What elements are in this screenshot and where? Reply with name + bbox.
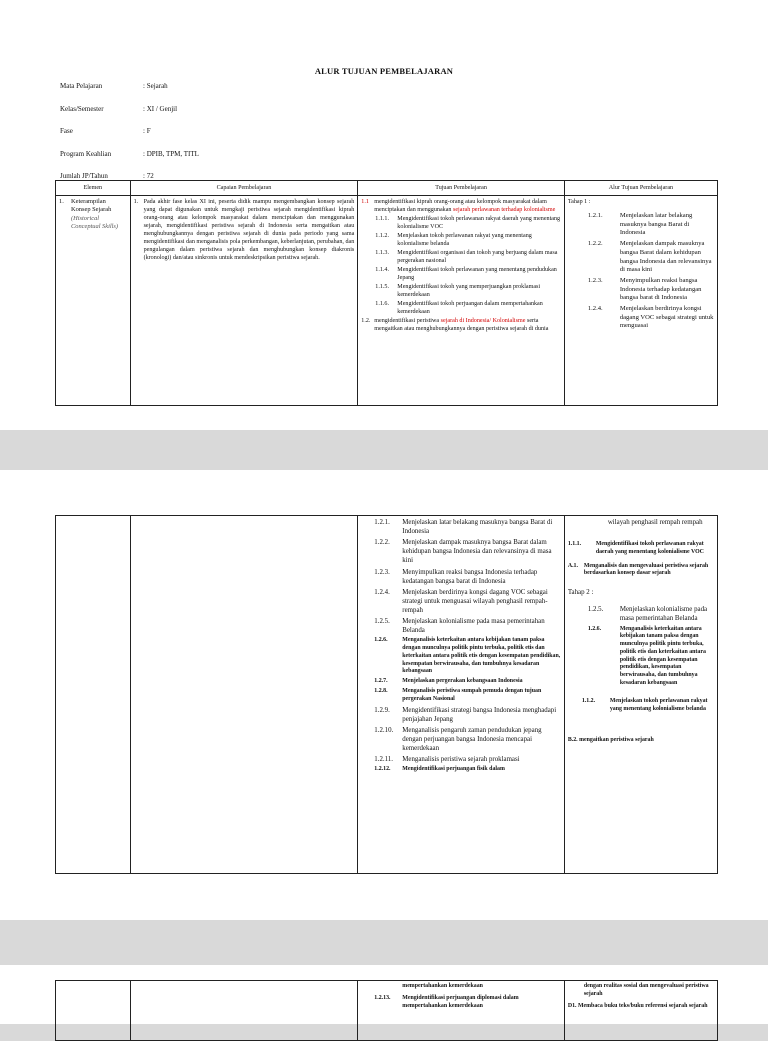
alur-text: Menjelaskan berdirinya kongsi dagang VOC sebagai strategi untuk menguasai — [619, 305, 714, 330]
tujuan-sub-item — [361, 300, 561, 316]
tujuan-text: Mengidentifikasi strategi bangsa Indonesia menghadapi penjajahan Jepang — [402, 706, 557, 723]
alur-item — [568, 277, 714, 303]
tujuan-number: 1.2.8. — [374, 688, 388, 694]
tujuan-text — [374, 317, 561, 333]
alur-item: D1. Membaca buku teks/buku referensi sejarah sejarah — [567, 1002, 708, 1009]
course-info — [60, 82, 343, 195]
sub-text: Mengidentifikasi tokoh perlawanan rakyat daerah yang menentang kolonialisme VOC — [397, 216, 561, 231]
alur-number: 1.1.2. — [581, 697, 596, 704]
sub-text: Mengidentifikasi organisasi dan tokoh yang berjuang dalam masa pergerakan nasional — [397, 250, 558, 265]
tahap-label: Tahap 1 : — [567, 199, 591, 205]
alur-number: 1.2.2. — [587, 240, 603, 248]
sub-number: 1.1.3. — [375, 250, 389, 257]
meta-label: Jumlah JP/Tahun — [60, 172, 108, 180]
alur-item — [568, 541, 714, 557]
meta-row — [60, 150, 343, 173]
tujuan-text: Menganalisis pengaruh zaman pendudukan jepang dengan perjuangan bangsa Indonesia mencapai kemerdekaan — [402, 726, 542, 752]
tujuan-text-highlight: sejarah di Indonesia/ Kolonialisme — [440, 318, 526, 325]
tujuan-number: 1.2.12. — [374, 766, 391, 773]
tujuan-number: 1.1 — [361, 199, 369, 205]
tujuan-text: Menganalisis peristiwa sejarah proklamasi — [402, 756, 520, 764]
meta-value: : 72 — [143, 172, 154, 180]
alur-number: 1.2.5. — [587, 606, 604, 614]
tujuan-number: 1.2.11. — [374, 756, 393, 764]
alur-text: Menyimpulkan reaksi bangsa Indonesia terhadap kedatangan bangsa barat di Indonesia — [619, 276, 702, 302]
tujuan-sub-item — [361, 215, 561, 231]
tujuan-item — [374, 588, 561, 615]
learning-objectives-table-continued — [55, 515, 718, 874]
capaian-cell — [130, 196, 358, 406]
sub-number: 1.1.4. — [375, 267, 389, 274]
meta-value: : XI / Genjil — [143, 104, 178, 113]
elemen-cell — [56, 196, 131, 406]
tujuan-text-tail: serta mengaitkan atau menghubungkannya dengan peristiwa sejarah di dunia — [374, 318, 549, 333]
tujuan-item — [361, 198, 561, 214]
alur-item — [568, 626, 714, 688]
document-page-2 — [0, 470, 768, 920]
meta-row — [60, 127, 343, 150]
elemen-number: 1. — [59, 198, 64, 205]
tujuan-number: 1.2.4. — [374, 588, 390, 596]
alur-number: 1.2.6. — [587, 625, 602, 632]
alur-continuation: dengan realitas sosial dan mengevaluasi peristiwa sejarah — [583, 983, 709, 997]
tujuan-number: 1.2.10. — [374, 726, 394, 734]
alur-text: Mengidentifikasi tokoh perlawanan rakyat daerah yang menentang kolonialisme VOC — [595, 541, 704, 555]
elemen-name: Keterampilan Konsep Sejarah — [71, 198, 112, 214]
sub-text: Mengidentifikasi tokoh yang memperjuangkan proklamasi kemerdekaan — [397, 284, 541, 299]
alur-number: 1.1.1. — [567, 541, 582, 548]
elemen-text — [71, 198, 127, 232]
table-row — [56, 196, 718, 406]
table-row — [56, 981, 718, 1041]
tujuan-text: Menganalisis peristiwa sumpah pemuda dengan tujuan pergerakan Nasional — [402, 688, 542, 702]
tujuan-item — [374, 995, 561, 1011]
tujuan-text: Menjelaskan pergerakan kebangsaan Indonesia — [402, 678, 523, 685]
tujuan-text: Menjelaskan dampak masuknya bangsa Barat dalam kehidupan bangsa Indonesia dan relevansinya di masa kini — [402, 539, 552, 565]
alur-item — [568, 563, 714, 579]
alur-number: 1.2.4. — [587, 305, 603, 313]
tujuan-text: Menyimpulkan reaksi bangsa Indonesia terhadap kedatangan bangsa barat di Indonesia — [402, 568, 538, 585]
tujuan-item — [374, 726, 561, 753]
sub-number: 1.1.5. — [375, 284, 389, 291]
tujuan-text-main: mengidentifikasi peristiwa — [374, 318, 440, 325]
capaian-cell — [130, 981, 358, 1041]
sub-number: 1.1.1. — [375, 216, 389, 223]
tujuan-item — [374, 617, 561, 635]
tujuan-sub-item — [361, 232, 561, 248]
tujuan-number: 1.2.5. — [374, 618, 390, 626]
tujuan-cell — [358, 516, 565, 874]
alur-number: A.1. — [567, 562, 578, 569]
sub-text: Mengidentifikasi tokoh perjuangan dalam mempertahankan kemerdekaan — [397, 301, 543, 316]
alur-item: B.2. mengaitkan peristiwa sejarah — [567, 737, 654, 744]
tujuan-item — [374, 766, 561, 774]
elemen-item — [59, 198, 127, 232]
alur-item — [568, 605, 714, 623]
meta-value: : DPIB, TPM, TITL — [143, 149, 199, 158]
document-page-3 — [0, 965, 768, 1024]
tujuan-number: 1.2. — [361, 318, 371, 325]
header-tujuan: Tujuan Pembelajaran — [358, 181, 565, 196]
capaian-text: Pada akhir fase kelas XI ini, peserta didik mampu mengembangkan konsep sejarah yang dapat digunakan untuk mengkaji peristiwa sejarah mengidentifikasi kiprah orang-orang atau kelompok masyarakat dalam menciptakan dan menggunakan sejarah, mengidentifikasi peristiwa sejarah di Indonesia serta mengaitkan atau menghubungkannya dengan peristiwa sejarah di dunia pada periodo yang sama mengidentifikasi dan menganalisis pola perkembangan, keberlanjutan, perubahan, dan pengulangan dalam peristiwa sejarah dan menghubungkan konsep diakronis (kronologi) dan/atau sinkronis untuk mendeskripsikan peristiwa sejarah. — [143, 199, 355, 262]
tujuan-number: 1.2.9. — [374, 706, 390, 714]
tujuan-text: Mengidentifikasi perjuangan fisik dalam — [402, 766, 505, 773]
tujuan-sub-item — [361, 266, 561, 282]
alur-text: Menjelaskan kolonialisme pada masa pemerintahan Belanda — [619, 606, 708, 623]
alur-item — [568, 240, 714, 275]
meta-value: : F — [143, 127, 151, 135]
elemen-cell — [56, 981, 131, 1041]
document-title: ALUR TUJUAN PEMBELAJARAN — [314, 66, 454, 76]
alur-item — [568, 305, 714, 331]
header-capaian: Capaian Pembelajaran — [130, 181, 358, 196]
alur-text: Menganalisis dan mengevaluasi peristiwa sejarah berdasarkan konsep dasar sejarah — [583, 562, 709, 577]
alur-continuation: wilayah penghasil rempah rempah — [607, 519, 703, 526]
tujuan-number: 1.2.1. — [374, 519, 390, 526]
meta-row — [60, 105, 343, 128]
sub-number: 1.1.2. — [375, 233, 389, 240]
tujuan-item — [374, 755, 561, 764]
spacer — [568, 690, 714, 698]
elemen-subtitle: (Historical Conceptual Skills) — [71, 214, 119, 231]
elemen-cell — [56, 516, 131, 874]
alur-number: 1.2.3. — [587, 276, 603, 284]
tujuan-text: Menjelaskan kolonialisme pada masa pemerintahan Belanda — [402, 618, 545, 635]
alur-cell — [564, 516, 717, 874]
meta-label: Program Keahlian — [60, 149, 112, 158]
capaian-number: 1. — [133, 199, 139, 205]
tujuan-item — [374, 518, 561, 536]
spacer — [568, 715, 714, 737]
tujuan-number: 1.2.7. — [374, 678, 388, 685]
sub-number: 1.1.6. — [375, 301, 389, 308]
tujuan-item — [374, 637, 561, 676]
tujuan-text-highlight: sejarah perlawanan terhadap kolonialisme — [452, 207, 556, 214]
table-row — [56, 516, 718, 874]
alur-text: Menjelaskan latar belakang masuknya bangsa Barat di Indonesia — [619, 212, 693, 237]
capaian-cell — [130, 516, 358, 874]
spacer — [568, 580, 714, 588]
tujuan-text: Menjelaskan latar belakang masuknya bangsa Barat di Indonesia — [402, 519, 553, 536]
tujuan-item — [374, 706, 561, 724]
header-elemen: Elemen — [56, 181, 131, 196]
learning-objectives-table — [55, 180, 718, 406]
tujuan-text: Mengidentifikasi perjuangan diplomasi dalam mempertahankan kemerdekaan — [402, 994, 519, 1009]
alur-number: 1.2.1. — [587, 212, 603, 220]
alur-text: Menganalisis keterkaitan antara kebijakan tanam paksa dengan munculnya politik pintu terbuka, politik etis dan keterkaitan antara politik etis dengan kesempatan pendidikan, kesempatan berwirausaha, dan tumbuhnya kesadaran kebangsaan — [619, 625, 706, 687]
tujuan-number: 1.2.13. — [374, 994, 391, 1001]
sub-text: Mengidentifikasi tokoh perlawanan yang menentang pendudukan Jepang — [397, 267, 557, 282]
alur-item — [568, 698, 714, 714]
table-header-row — [56, 181, 718, 196]
tujuan-item — [374, 538, 561, 565]
meta-value: : Sejarah — [143, 82, 168, 90]
meta-row — [60, 82, 343, 105]
tujuan-number: 1.2.3. — [374, 568, 390, 576]
tujuan-number: 1.2.6. — [374, 637, 388, 644]
tujuan-sub-item — [361, 249, 561, 265]
tujuan-item — [374, 688, 561, 704]
capaian-item — [134, 198, 355, 262]
tujuan-number: 1.2.2. — [374, 539, 390, 547]
tujuan-continuation: mempertahankan kemerdekaan — [402, 983, 483, 989]
tujuan-text-main: mengidentifikasi kiprah orang-orang atau kelompok masyarakat dalam menciptakan dan menggunakan — [374, 199, 547, 214]
meta-label: Fase — [60, 127, 73, 135]
tujuan-item — [374, 568, 561, 586]
tujuan-item — [374, 678, 561, 686]
alur-text: Menjelaskan dampak masuknya bangsa Barat dalam kehidupan bangsa Indonesia dan relevansinya di masa kini — [619, 240, 712, 274]
header-alur: Alur Tujuan Pembelajaran — [564, 181, 717, 196]
alur-cell — [564, 196, 717, 406]
tujuan-cell — [358, 196, 565, 406]
tujuan-text — [374, 198, 561, 214]
tujuan-text: Menganalisis keterkaitan antara kebijakan tanam paksa dengan munculnya politik pintu terbuka, politik etis dan keterkaitan antara politik etis dengan kesempatan pendidikan, kesempatan berwirausaha, dan tumbuhnya kesadaran kebangsaan — [402, 637, 561, 675]
tujuan-item — [361, 317, 561, 333]
document-page-1 — [0, 0, 768, 430]
tujuan-cell — [358, 981, 565, 1041]
meta-label: Mata Pelajaran — [60, 82, 103, 90]
tujuan-text: Menjelaskan berdirinya kongsi dagang VOC sebagai strategi untuk menguasai wilayah penghasil rempah-rempah — [402, 588, 548, 614]
tujuan-sub-item — [361, 283, 561, 299]
learning-objectives-table-continued — [55, 980, 718, 1041]
alur-item — [568, 212, 714, 238]
alur-cell — [564, 981, 717, 1041]
sub-text: Menjelaskan tokoh perlawanan rakyat yang menentang kolonialisme belanda — [397, 233, 532, 248]
meta-label: Kelas/Semester — [60, 104, 104, 113]
alur-text: Menjelaskan tokoh perlawanan rakyat yang menentang kolonialisme belanda — [609, 697, 708, 712]
tahap-label: Tahap 2 : — [567, 589, 594, 597]
